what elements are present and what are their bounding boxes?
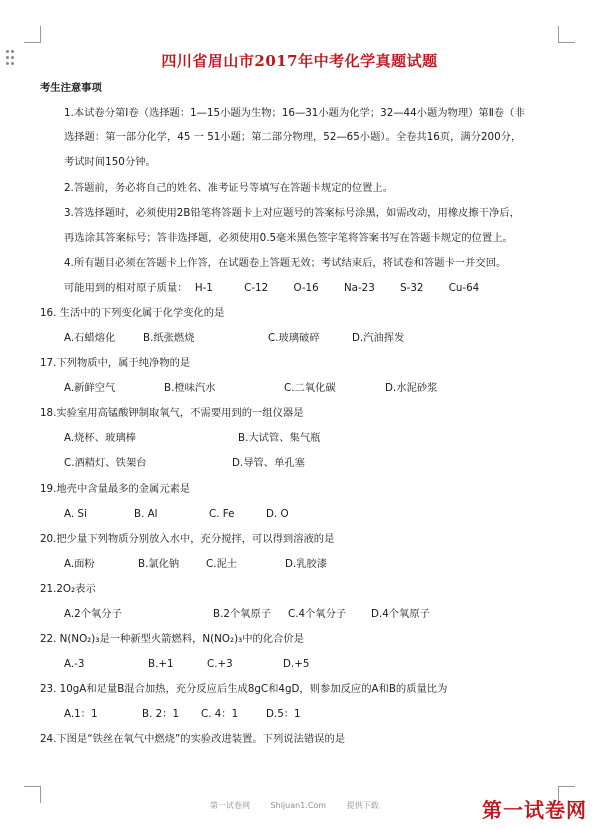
question-stem: 17.下列物质中，属于纯净物的是: [40, 357, 191, 369]
option-b: B.氯化钠: [138, 558, 180, 570]
option-a: A. Si: [64, 508, 87, 520]
notice-line: 1.本试卷分第Ⅰ卷（选择题：1—15小题为生物；16—31小题为化学；32—44小题为物理）第Ⅱ卷（非: [64, 107, 525, 119]
option-a: A.石蜡熔化: [64, 332, 116, 344]
option-b: B. Al: [134, 508, 158, 520]
footer-site-name: 第一试卷网: [210, 801, 250, 810]
crop-mark-top-left: [24, 26, 41, 43]
option-d: D. O: [266, 508, 289, 520]
notice-line: 选择题：第一部分化学，45 一 51小题；第二部分物理，52—65小题）。全卷共16页，满分200分，: [64, 131, 522, 143]
atomic-mass: Na-23: [343, 282, 375, 294]
crop-mark-bottom-left: [24, 786, 41, 803]
question-stem: 21.2O₂表示: [40, 583, 96, 595]
crop-mark-top-right: [558, 26, 575, 43]
option-c: C.泥土: [206, 558, 238, 570]
option-d: D.乳胶漆: [285, 558, 328, 570]
question-stem: 24.下图是“铁丝在氧气中燃烧”的实验改进装置。下列说法错误的是: [40, 733, 346, 745]
option-d: D.导管、单孔塞: [232, 457, 305, 469]
option-b: B.纸张燃烧: [143, 332, 195, 344]
question-stem: 16. 生活中的下列变化属于化学变化的是: [40, 307, 225, 319]
option-a: A.烧杯、玻璃棒: [64, 432, 136, 444]
atomic-mass: O-16: [293, 282, 319, 294]
notice-line: 3.答选择题时，必须使用2B铅笔将答题卡上对应题号的答案标号涂黑，如需改动，用橡皮擦干净后，: [64, 207, 520, 219]
option-b: B.大试管、集气瓶: [238, 432, 321, 444]
option-d: D.4个氧原子: [371, 608, 430, 620]
option-c: C.二氧化碳: [284, 382, 336, 394]
atomic-mass: Cu-64: [448, 282, 480, 294]
option-c: C.酒精灯、铁架台: [64, 457, 147, 469]
option-c: C. Fe: [209, 508, 235, 520]
footer-note: 提供下载: [346, 801, 379, 810]
notice-line: 再选涂其答案标号；答非选择题，必须使用0.5毫米黑色签字笔将答案书写在答题卡规定的位置上。: [64, 232, 513, 244]
option-a: A.新鲜空气: [64, 382, 116, 394]
option-a: A.面粉: [64, 558, 95, 570]
option-c: C. 4：1: [201, 708, 239, 720]
question-stem: 20.把少量下列物质分别放入水中，充分搅拌，可以得到溶液的是: [40, 533, 335, 545]
option-d: D.汽油挥发: [352, 332, 405, 344]
page-footer: [210, 800, 397, 811]
option-b: B.+1: [148, 658, 174, 670]
footer-site-url: Shijuan1.Com: [270, 801, 327, 810]
notice-heading: 考生注意事项: [40, 82, 102, 94]
option-a: A.1：1: [64, 708, 98, 720]
site-logo: 第一试卷网: [482, 798, 587, 822]
option-d: D.水泥砂浆: [385, 382, 438, 394]
atomic-mass: S-32: [400, 282, 424, 294]
option-a: A.-3: [64, 658, 85, 670]
option-c: C.4个氧分子: [288, 608, 347, 620]
option-c: C.玻璃破碎: [268, 332, 320, 344]
atomic-mass: C-12: [244, 282, 269, 294]
option-b: B.橙味汽水: [164, 382, 216, 394]
option-c: C.+3: [207, 658, 233, 670]
notice-line: 4.所有题目必须在答题卡上作答，在试题卷上答题无效；考试结束后，将试卷和答题卡一并交回。: [64, 257, 507, 269]
question-stem: 22. N(NO₂)₃是一种新型火箭燃料，N(NO₂)₃中的化合价是: [40, 633, 304, 645]
document-title: 四川省眉山市2017年中考化学真题试题: [161, 52, 438, 70]
option-b: B. 2：1: [142, 708, 180, 720]
option-a: A.2个氧分子: [64, 608, 122, 620]
notice-line: 2.答题前，务必将自己的姓名、准考证号等填写在答题卡规定的位置上。: [64, 182, 394, 194]
question-stem: 18.实验室用高锰酸钾制取氧气，不需要用到的一组仪器是: [40, 407, 304, 419]
atomic-mass-label: 可能用到的相对原子质量：: [64, 282, 188, 294]
atomic-mass-line: [64, 282, 479, 295]
option-d: D.5：1: [266, 708, 301, 720]
question-stem: 23. 10gA和足量B混合加热，充分反应后生成8gC和4gD，则参加反应的A和B的质量比为: [40, 683, 448, 695]
question-stem: 19.地壳中含量最多的金属元素是: [40, 483, 191, 495]
notice-line: 考试时间150分钟。: [64, 156, 156, 168]
option-b: B.2个氧原子: [213, 608, 272, 620]
atomic-mass: H-1: [194, 282, 213, 294]
option-d: D.+5: [283, 658, 310, 670]
